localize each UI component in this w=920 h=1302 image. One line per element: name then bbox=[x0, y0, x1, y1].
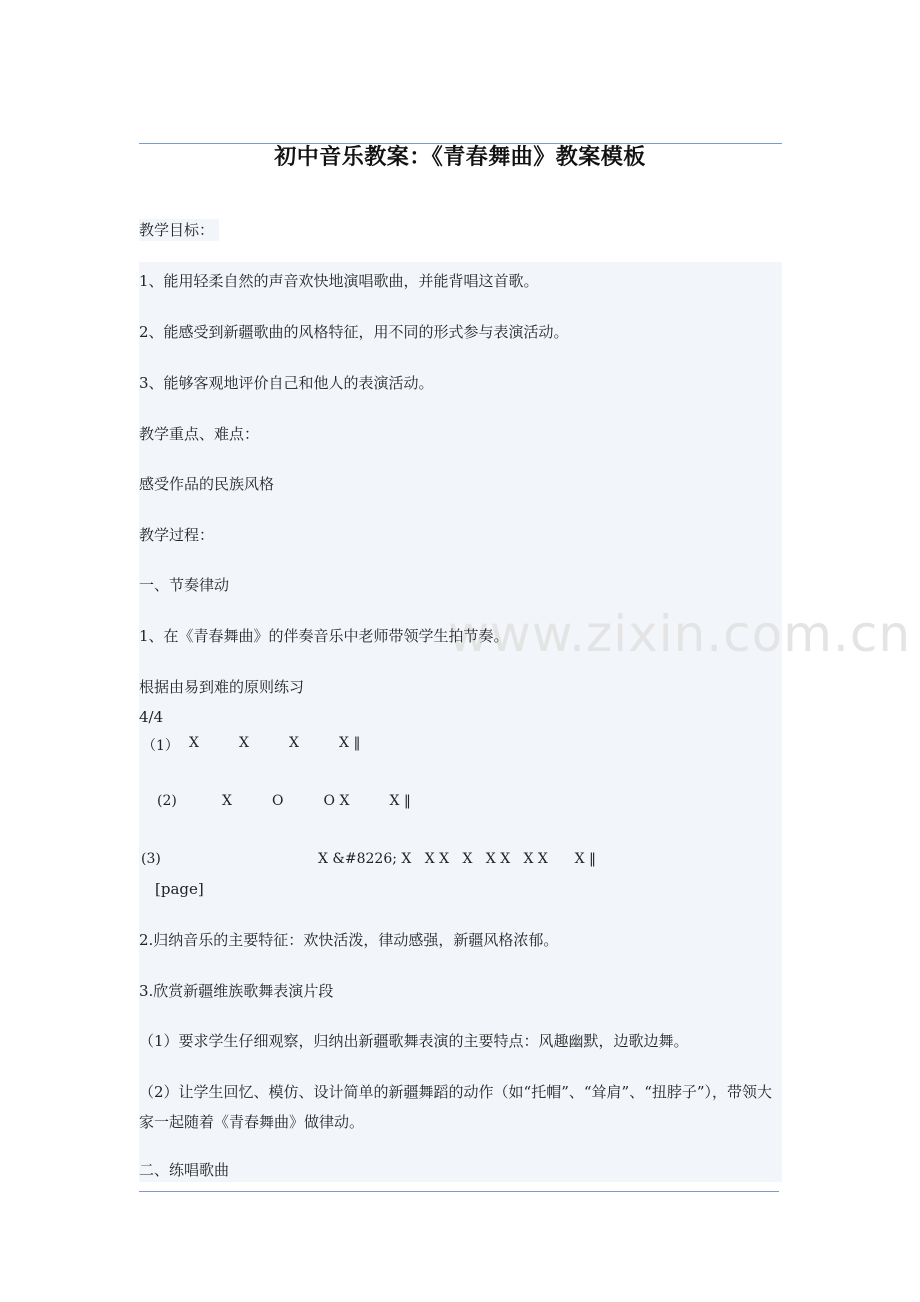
step-1: 1、在《青春舞曲》的伴奏音乐中老师带领学生拍节奏。 bbox=[139, 627, 509, 645]
section-2-heading: 二、练唱歌曲 bbox=[139, 1161, 230, 1179]
rhythm-1: X X X X ‖ bbox=[189, 735, 361, 751]
step-3: 3.欣赏新疆维族歌舞表演片段 bbox=[139, 982, 334, 1000]
rhythm-3-label: (3) bbox=[141, 851, 161, 867]
rhythm-1-label: （1） bbox=[142, 738, 179, 754]
page-tag: [page] bbox=[155, 880, 204, 898]
bottom-rule bbox=[139, 1191, 779, 1192]
section-1-heading: 一、节奏律动 bbox=[139, 576, 230, 594]
objective-1: 1、能用轻柔自然的声音欢快地演唱歌曲，并能背唱这首歌。 bbox=[139, 272, 539, 290]
process-heading: 教学过程： bbox=[139, 526, 215, 544]
time-signature: 4/4 bbox=[139, 708, 164, 726]
rhythm-2-label: (2) bbox=[157, 793, 177, 809]
key-points-text: 感受作品的民族风格 bbox=[139, 475, 275, 493]
objective-3: 3、能够客观地评价自己和他人的表演活动。 bbox=[139, 374, 434, 392]
step-3-1: （1）要求学生仔细观察，归纳出新疆歌舞表演的主要特点：风趣幽默，边歌边舞。 bbox=[139, 1032, 689, 1050]
objective-2: 2、能感受到新疆歌曲的风格特征，用不同的形式参与表演活动。 bbox=[139, 323, 569, 341]
step-2: 2.归纳音乐的主要特征：欢快活泼，律动感强，新疆风格浓郁。 bbox=[139, 931, 559, 949]
step-3-2: （2）让学生回忆、模仿、设计简单的新疆舞蹈的动作（如“托帽”、“耸肩”、“扭脖子”），带领大家一起随着《青春舞曲》做律动。 bbox=[139, 1083, 773, 1131]
page-title: 初中音乐教案：《青春舞曲》教案模板 bbox=[274, 145, 646, 170]
key-points-heading: 教学重点、难点： bbox=[139, 425, 260, 443]
practice-principle: 根据由易到难的原则练习 bbox=[139, 678, 305, 696]
rhythm-3: X &#8226; X X X X X X X X X ‖ bbox=[318, 851, 597, 867]
rhythm-2: X O O X X ‖ bbox=[222, 793, 411, 809]
objectives-heading: 教学目标： bbox=[139, 221, 215, 239]
watermark: www.zixin.com.cn bbox=[448, 605, 912, 663]
